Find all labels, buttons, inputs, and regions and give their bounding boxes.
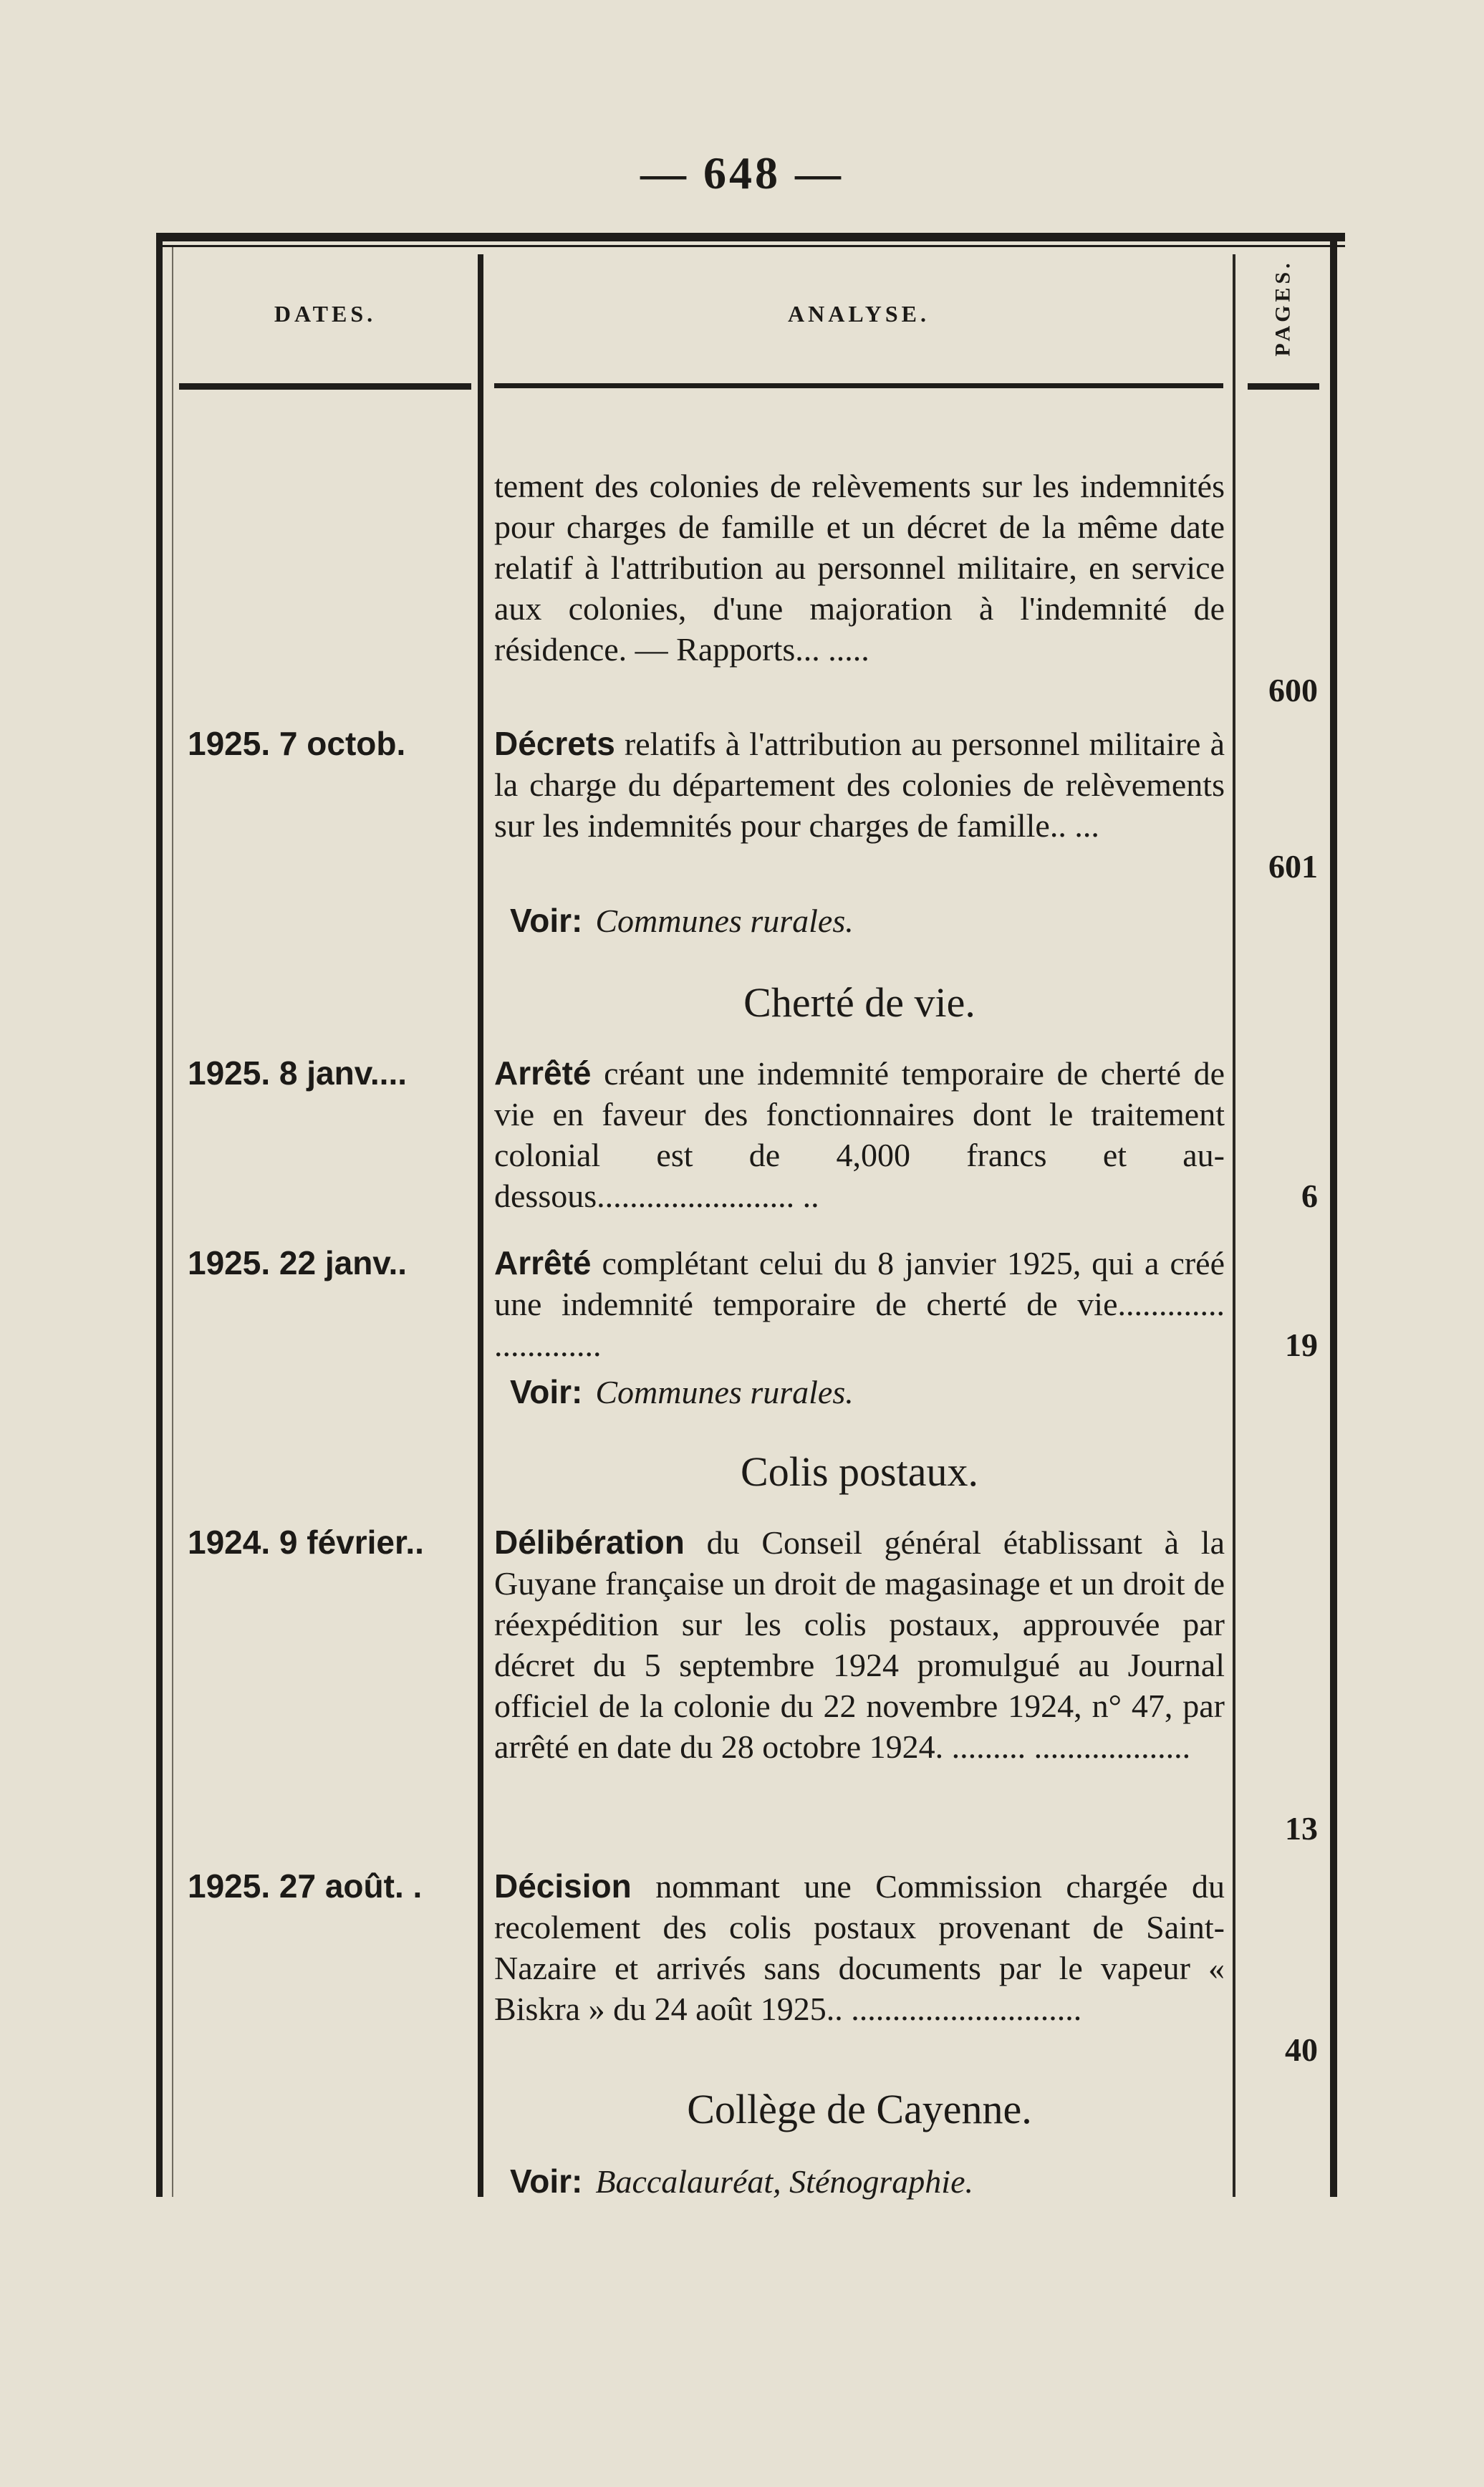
column-header-pages-label: PAGES. <box>1271 259 1296 357</box>
see-also-label: Voir: <box>510 902 583 939</box>
entry-date: 1925. 22 janv.. <box>188 1244 408 1281</box>
entry-lead: Décrets <box>494 725 615 762</box>
see-also-ref: Baccalauréat, Sténographie. <box>595 2163 973 2200</box>
see-also-ref: Communes rurales. <box>595 1374 854 1410</box>
frame-left-thin-rule <box>172 247 173 2197</box>
entry-lead: Arrêté <box>494 1054 592 1092</box>
entry-date: 1925. 8 janv.... <box>188 1054 408 1092</box>
section-title-colis-postaux: Colis postaux. <box>741 1448 978 1495</box>
page-number: — 648 — <box>640 148 844 198</box>
entry-page: 601 <box>1268 848 1318 885</box>
entry-text: complétant celui du 8 janvier 1925, qui a créé une indemnité temporaire de cherté de vie............. ............. <box>494 1245 1225 1363</box>
see-also-ref: Communes rurales. <box>595 903 854 939</box>
entry-date: 1924. 9 février.. <box>188 1524 424 1561</box>
see-also-label: Voir: <box>510 2163 583 2200</box>
column-separator-pages <box>1233 254 1235 2197</box>
frame-top-rule-thin <box>156 245 1345 247</box>
entry-page: 19 <box>1285 1327 1318 1363</box>
entry-text: créant une indemnité temporaire de cherté de vie en faveur des fonctionnaires dont le traitement colonial est de 4,000 francs et au-dessous........................ .. <box>494 1055 1225 1214</box>
column-header-analyse: ANALYSE. <box>788 301 930 327</box>
column-header-pages <box>1248 251 1319 365</box>
column-header-dates: DATES. <box>274 301 377 327</box>
entry-analysis <box>494 1522 1225 1767</box>
entry-page: 600 <box>1268 672 1318 708</box>
frame-top-rule <box>156 233 1345 241</box>
section-title-college-de-cayenne: Collège de Cayenne. <box>687 2086 1032 2132</box>
frame-left-rule <box>156 233 163 2197</box>
entry-analysis <box>494 723 1225 846</box>
entry-text: nommant une Commission chargée du recolement des colis postaux provenant de Saint-Nazaire et arrivés sans documents par le vapeur « Biskra » du 24 août 1925.. ............................ <box>494 1868 1225 2027</box>
entry-analysis <box>494 1243 1225 1365</box>
see-also-2 <box>510 1372 1226 1413</box>
entry-text: tement des colonies de relèvements sur les indemnités pour charges de famille et un décret de la même date relatif à l'attribution au personnel militaire, en service aux colonies, d'une majoration à l'indemnité de résidence. — Rapports... ..... <box>494 468 1225 668</box>
entry-lead: Délibération <box>494 1524 685 1561</box>
frame-right-rule <box>1330 233 1337 2197</box>
entry-analysis <box>494 1866 1225 2029</box>
column-separator-dates <box>478 254 483 2197</box>
header-rule-dates <box>179 383 471 390</box>
header-rule-analyse <box>494 383 1223 388</box>
see-also-label: Voir: <box>510 1373 583 1410</box>
entry-lead: Décision <box>494 1867 632 1905</box>
entry-analysis <box>494 1053 1225 1216</box>
see-also-3 <box>510 2161 1226 2202</box>
entry-page: 6 <box>1301 1178 1318 1214</box>
entry-page: 40 <box>1285 2031 1318 2068</box>
see-also-1 <box>510 900 1226 941</box>
header-rule-pages <box>1248 383 1319 390</box>
entry-page: 13 <box>1285 1810 1318 1847</box>
section-title-cherte-de-vie: Cherté de vie. <box>743 979 975 1026</box>
entry-text: du Conseil général établissant à la Guyane française un droit de magasinage et un droit de réexpédition sur les colis postaux, approuvée par décret du 5 septembre 1924 promulgué au Journal officiel de la colonie du 22 novembre 1924, n° 47, par arrêté en date du 28 octobre 1924. ......... ................... <box>494 1524 1225 1765</box>
entry-text: relatifs à l'attribution au personnel militaire à la charge du département des colonies de relèvements sur les indemnités pour charges de famille.. ... <box>494 726 1225 844</box>
entry-analysis <box>494 466 1225 670</box>
entry-date: 1925. 27 août. . <box>188 1867 423 1905</box>
entry-date: 1925. 7 octob. <box>188 725 406 762</box>
entry-lead: Arrêté <box>494 1244 592 1281</box>
